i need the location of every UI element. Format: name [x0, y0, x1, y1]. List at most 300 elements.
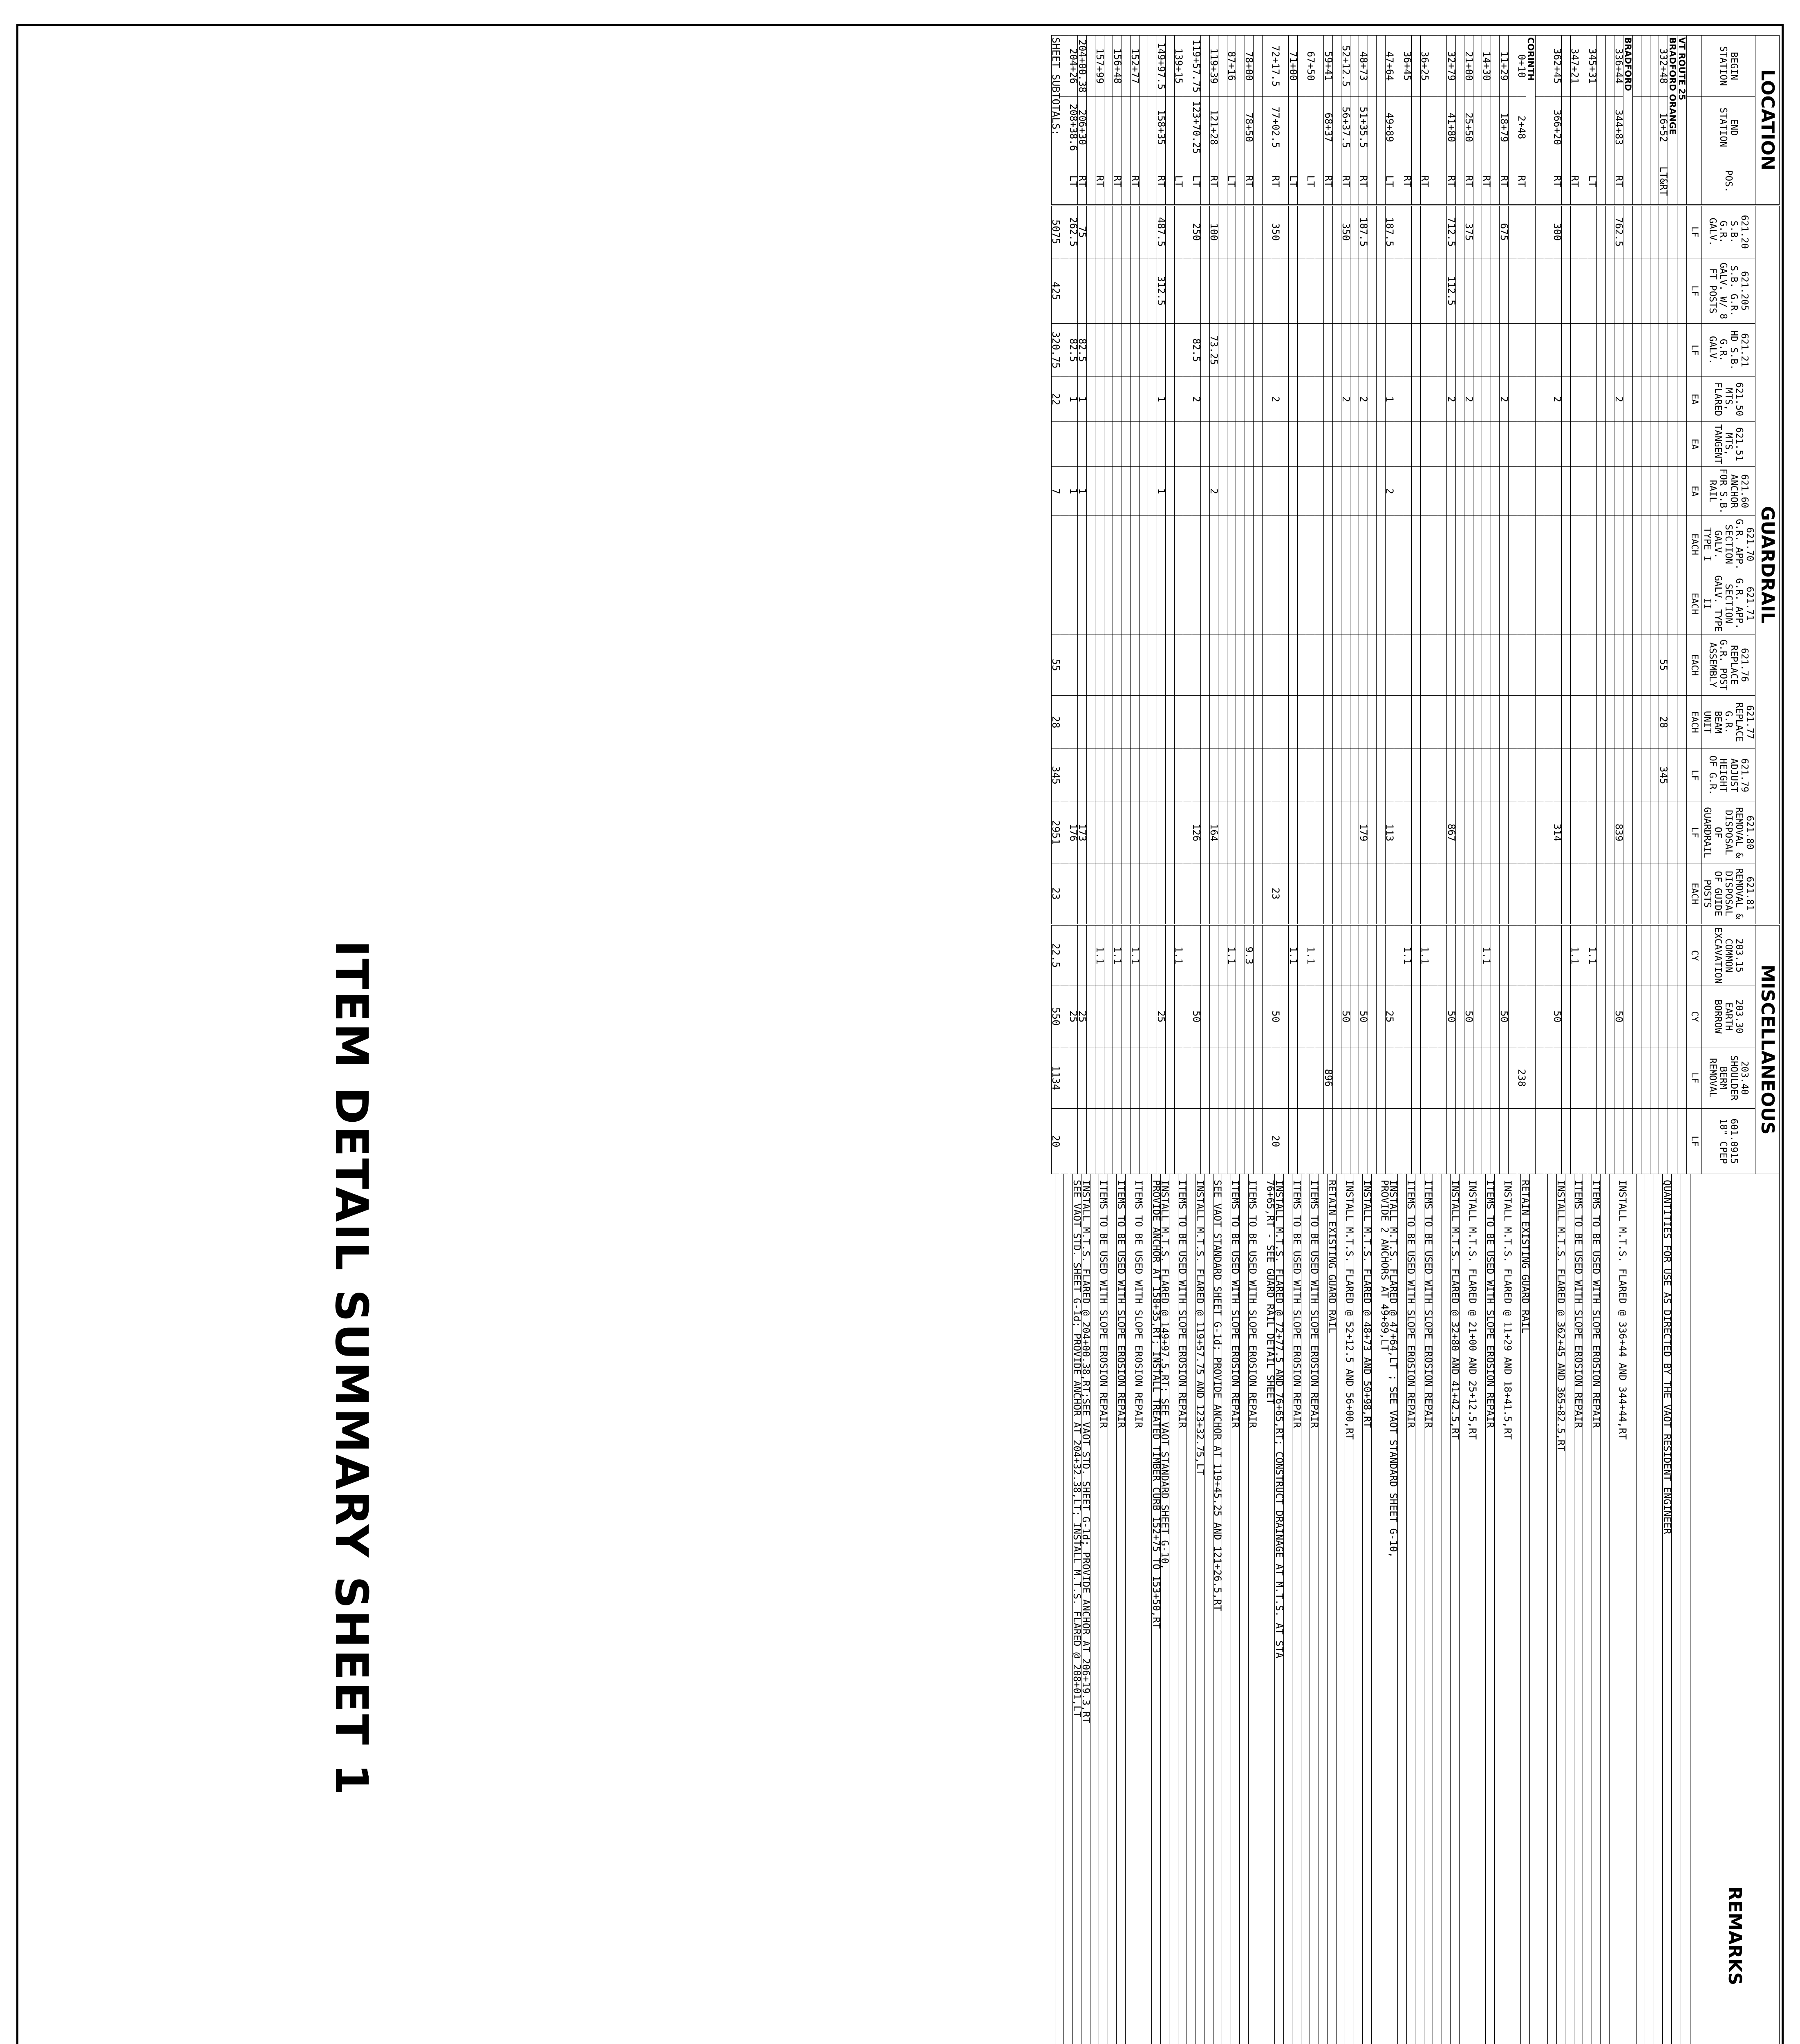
unit-cell: CY: [1687, 986, 1702, 1047]
quantity-cell: 712.5: [1447, 205, 1456, 258]
end-station: 366+20: [1553, 97, 1562, 158]
quantity-cell: [1473, 696, 1482, 749]
quantity-cell: [1324, 986, 1333, 1047]
quantity-cell: [1113, 1047, 1122, 1109]
quantity-cell: [1289, 749, 1298, 802]
quantity-cell: [1254, 863, 1263, 925]
quantity-cell: [1517, 422, 1526, 467]
quantity-cell: 1: [1386, 377, 1395, 422]
blank-cell: [1668, 516, 1677, 573]
quantity-cell: [1218, 516, 1227, 573]
quantity-cell: [1157, 516, 1166, 573]
end-station: [1641, 97, 1650, 158]
quantity-cell: [1271, 696, 1280, 749]
quantity-cell: [1289, 863, 1298, 925]
quantity-cell: [1641, 324, 1650, 377]
quantity-cell: [1650, 1047, 1659, 1109]
quantity-cell: 173: [1078, 802, 1087, 863]
quantity-cell: [1359, 422, 1368, 467]
quantity-cell: [1078, 696, 1087, 749]
quantity-cell: [1254, 516, 1263, 573]
item-description: REMOVAL & DISPOSAL OF GUIDE POSTS: [1702, 868, 1744, 919]
group-label: CORINTH: [1526, 36, 1536, 205]
remark-cell: INSTALL M.T.S. FLARED @ 362+45 AND 365+82.5,RT: [1557, 1174, 1566, 2044]
table-row: [1491, 36, 1500, 1174]
quantity-cell: [1271, 925, 1280, 986]
quantity-cell: [1113, 802, 1122, 863]
quantity-cell: [1359, 925, 1368, 986]
quantity-cell: [1227, 749, 1236, 802]
quantity-cell: 1.1: [1095, 925, 1104, 986]
quantity-cell: [1095, 749, 1104, 802]
quantity-cell: 50: [1464, 986, 1473, 1047]
quantity-cell: [1579, 422, 1588, 467]
quantity-cell: [1192, 634, 1201, 696]
quantity-cell: [1227, 258, 1236, 324]
begin-station: 71+00: [1289, 36, 1298, 97]
quantity-cell: [1456, 516, 1465, 573]
quantity-cell: [1359, 696, 1368, 749]
quantity-cell: [1192, 258, 1201, 324]
quantity-cell: [1104, 634, 1113, 696]
quantity-cell: [1201, 634, 1210, 696]
quantity-cell: [1464, 802, 1473, 863]
quantity-cell: [1140, 1047, 1149, 1109]
quantity-cell: [1140, 634, 1149, 696]
quantity-cell: [1571, 863, 1580, 925]
remark-cell: [1530, 1174, 1539, 2044]
remark-cell: ITEMS TO BE USED WITH SLOPE EROSION REPAIR: [1231, 1174, 1240, 2044]
quantity-cell: [1571, 467, 1580, 516]
remark-cell: QUANTITIES FOR USE AS DIRECTED BY THE VAOT RESIDENT ENGINEER: [1663, 1174, 1672, 2044]
quantity-cell: [1403, 1109, 1412, 1174]
quantity-cell: [1333, 925, 1342, 986]
quantity-cell: [1500, 1109, 1509, 1174]
quantity-cell: [1087, 696, 1096, 749]
unit-cell: EACH: [1687, 696, 1702, 749]
quantity-cell: [1606, 467, 1615, 516]
quantity-cell: 55: [1659, 634, 1668, 696]
quantity-cell: [1517, 863, 1526, 925]
quantity-cell: [1069, 1109, 1078, 1174]
remark-cell: INSTALL M.T.S. FLARED @ 72+77.5 AND 76+65,RT; CONSTRUCT DRAINAGE AT M.T.S. AT STA: [1275, 1174, 1284, 2044]
quantity-cell: [1633, 802, 1642, 863]
quantity-cell: [1350, 573, 1359, 634]
quantity-cell: [1614, 1047, 1623, 1109]
position: LT: [1386, 158, 1395, 205]
quantity-cell: [1210, 696, 1219, 749]
quantity-cell: [1421, 205, 1430, 258]
unit-cell: EA: [1687, 467, 1702, 516]
quantity-cell: [1438, 324, 1447, 377]
subtotal-value: 2951: [1052, 802, 1061, 863]
quantity-cell: [1659, 573, 1668, 634]
position: LT: [1227, 158, 1236, 205]
quantity-cell: [1377, 1047, 1386, 1109]
quantity-cell: [1263, 696, 1272, 749]
quantity-cell: [1104, 205, 1113, 258]
begin-station: 204+00.38: [1078, 36, 1087, 97]
quantity-cell: [1482, 696, 1491, 749]
quantity-cell: [1183, 863, 1192, 925]
position: RT: [1403, 158, 1412, 205]
blank-cell: [1526, 986, 1536, 1047]
quantity-cell: 25: [1078, 986, 1087, 1047]
quantity-cell: [1298, 696, 1307, 749]
quantity-cell: [1210, 258, 1219, 324]
quantity-cell: [1464, 324, 1473, 377]
position: [1633, 158, 1642, 205]
unit-cell: LF: [1687, 1109, 1702, 1174]
quantity-cell: [1482, 324, 1491, 377]
item-description: REPLACE G.R. POST ASSEMBLY: [1707, 639, 1739, 690]
position: RT: [1271, 158, 1280, 205]
quantity-cell: [1175, 205, 1184, 258]
quantity-cell: 262.5: [1069, 205, 1078, 258]
quantity-cell: [1306, 516, 1315, 573]
quantity-cell: [1350, 467, 1359, 516]
quantity-cell: [1509, 696, 1518, 749]
quantity-cell: [1377, 324, 1386, 377]
quantity-cell: [1245, 573, 1254, 634]
quantity-cell: [1491, 516, 1500, 573]
quantity-cell: [1192, 749, 1201, 802]
quantity-cell: [1306, 986, 1315, 1047]
quantity-cell: [1227, 863, 1236, 925]
quantity-cell: [1245, 467, 1254, 516]
quantity-cell: [1183, 422, 1192, 467]
subtotal-value: [1052, 422, 1061, 467]
blank-cell: [1526, 573, 1536, 634]
quantity-cell: [1218, 802, 1227, 863]
quantity-cell: [1571, 422, 1580, 467]
item-code: 203.30: [1734, 1000, 1744, 1034]
quantity-cell: [1298, 258, 1307, 324]
blank-cell: [1677, 863, 1687, 925]
position: RT: [1095, 158, 1104, 205]
blank-cell: [1668, 1047, 1677, 1109]
quantity-cell: [1271, 573, 1280, 634]
quantity-cell: [1464, 749, 1473, 802]
quantity-cell: [1333, 467, 1342, 516]
quantity-cell: [1588, 573, 1597, 634]
unit-cell: LF: [1687, 258, 1702, 324]
item-code: 601.0915: [1728, 1118, 1739, 1164]
quantity-cell: [1429, 258, 1438, 324]
quantity-cell: [1403, 205, 1412, 258]
remark-cell: ITEMS TO BE USED WITH SLOPE EROSION REPAIR: [1424, 1174, 1433, 2044]
quantity-cell: [1104, 258, 1113, 324]
table-row: [1175, 36, 1184, 1174]
quantity-cell: 187.5: [1359, 205, 1368, 258]
position: RT: [1324, 158, 1333, 205]
quantity-cell: [1447, 1109, 1456, 1174]
position: RT: [1131, 158, 1140, 205]
quantity-cell: [1562, 1109, 1571, 1174]
quantity-cell: [1175, 258, 1184, 324]
item-description: S.B. G.R. GALV. W/ 8 FT POSTS: [1707, 262, 1739, 319]
position: RT: [1517, 158, 1526, 205]
quantity-cell: [1500, 863, 1509, 925]
quantity-cell: [1201, 749, 1210, 802]
quantity-cell: [1140, 749, 1149, 802]
quantity-cell: [1324, 573, 1333, 634]
quantity-cell: [1289, 986, 1298, 1047]
blank-cell: [1677, 634, 1687, 696]
quantity-cell: [1227, 324, 1236, 377]
quantity-cell: [1131, 573, 1140, 634]
quantity-cell: [1614, 749, 1623, 802]
quantity-cell: 1.1: [1403, 925, 1412, 986]
quantity-cell: [1350, 634, 1359, 696]
quantity-cell: [1650, 573, 1659, 634]
blank-cell: [1623, 634, 1633, 696]
blank-cell: [1526, 1109, 1536, 1174]
quantity-cell: [1641, 634, 1650, 696]
quantity-cell: 179: [1359, 802, 1368, 863]
remark-cell: RETAIN EXISTING GUARD RAIL: [1521, 1174, 1530, 2044]
end-station: 2+48: [1517, 97, 1526, 158]
table-row: [1210, 36, 1219, 1174]
quantity-cell: [1218, 573, 1227, 634]
quantity-cell: [1412, 573, 1421, 634]
quantity-cell: [1289, 377, 1298, 422]
remark-cell: [1645, 1174, 1654, 2044]
begin-station: [1641, 36, 1650, 97]
blank-cell: [1526, 863, 1536, 925]
quantity-cell: [1412, 749, 1421, 802]
quantity-cell: [1482, 258, 1491, 324]
quantity-cell: [1227, 377, 1236, 422]
quantity-cell: [1597, 749, 1606, 802]
quantity-cell: [1218, 1109, 1227, 1174]
quantity-cell: [1429, 422, 1438, 467]
begin-station: 11+29: [1500, 36, 1509, 97]
quantity-cell: [1394, 749, 1403, 802]
quantity-cell: [1394, 516, 1403, 573]
quantity-cell: [1571, 696, 1580, 749]
end-station: 49+89: [1386, 97, 1395, 158]
subtotal-value: 345: [1052, 749, 1061, 802]
table-row: [1412, 36, 1421, 1174]
quantity-cell: [1456, 749, 1465, 802]
quantity-cell: [1122, 696, 1131, 749]
position: RT: [1341, 158, 1350, 205]
subtotal-value: 7: [1052, 467, 1061, 516]
quantity-cell: [1095, 634, 1104, 696]
quantity-cell: [1500, 749, 1509, 802]
item-description: S.B. G.R. GALV.: [1707, 217, 1739, 246]
group-label: BRADFORD ORANGE: [1668, 36, 1677, 205]
group-label: VT ROUTE 25: [1677, 36, 1687, 205]
quantity-cell: [1140, 422, 1149, 467]
subtotal-label: SHEET SUBTOTALS:: [1052, 36, 1061, 205]
quantity-cell: [1148, 324, 1157, 377]
table-row: [1192, 36, 1201, 1174]
table-row: [1517, 36, 1526, 1174]
quantity-cell: [1368, 324, 1377, 377]
quantity-cell: [1517, 324, 1526, 377]
quantity-cell: [1210, 863, 1219, 925]
quantity-cell: [1588, 205, 1597, 258]
remark-cell: PROVIDE ANCHOR AT 158+35,RT; INSTALL TREATED TIMBER CURB 152+75 TO 153+50,RT: [1152, 1174, 1161, 2044]
quantity-cell: 82.5: [1069, 324, 1078, 377]
item-column-header: [1702, 258, 1755, 324]
quantity-cell: [1491, 863, 1500, 925]
quantity-cell: [1315, 377, 1324, 422]
quantity-cell: [1140, 696, 1149, 749]
subtotal-value: 22.5: [1052, 925, 1061, 986]
quantity-cell: [1412, 258, 1421, 324]
quantity-cell: [1536, 516, 1545, 573]
quantity-cell: [1588, 516, 1597, 573]
quantity-cell: 164: [1210, 802, 1219, 863]
quantity-cell: [1377, 422, 1386, 467]
quantity-cell: [1236, 1047, 1245, 1109]
quantity-cell: [1104, 749, 1113, 802]
begin-station: 52+12.5: [1341, 36, 1350, 97]
quantity-cell: [1368, 863, 1377, 925]
quantity-cell: [1482, 377, 1491, 422]
blank-cell: [1668, 324, 1677, 377]
quantity-cell: [1140, 516, 1149, 573]
subtotal-row: [1052, 36, 1061, 1174]
quantity-cell: [1131, 467, 1140, 516]
begin-station: 78+00: [1245, 36, 1254, 97]
position: RT: [1553, 158, 1562, 205]
end-station: [1403, 97, 1412, 158]
position: RT: [1359, 158, 1368, 205]
quantity-cell: [1429, 1109, 1438, 1174]
blank-cell: [1668, 422, 1677, 467]
quantity-cell: [1394, 634, 1403, 696]
position: RT: [1421, 158, 1430, 205]
table-row: [1421, 36, 1430, 1174]
quantity-cell: 20: [1271, 1109, 1280, 1174]
quantity-cell: [1315, 324, 1324, 377]
quantity-cell: [1641, 863, 1650, 925]
quantity-cell: 187.5: [1386, 205, 1395, 258]
quantity-cell: 350: [1341, 205, 1350, 258]
quantity-cell: [1553, 467, 1562, 516]
table-row: [1271, 36, 1280, 1174]
quantity-cell: [1245, 377, 1254, 422]
quantity-cell: [1659, 1109, 1668, 1174]
quantity-cell: [1464, 696, 1473, 749]
quantity-cell: [1394, 467, 1403, 516]
quantity-cell: [1641, 802, 1650, 863]
quantity-cell: [1122, 422, 1131, 467]
unit-cell: EACH: [1687, 516, 1702, 573]
quantity-cell: [1429, 377, 1438, 422]
quantity-cell: [1368, 1047, 1377, 1109]
remark-cell: INSTALL M.T.S. FLARED @ 11+29 AND 18+41.5,RT: [1503, 1174, 1512, 2044]
end-station: 18+79: [1500, 97, 1509, 158]
quantity-cell: 1.1: [1131, 925, 1140, 986]
blank-cell: [1687, 36, 1702, 97]
quantity-cell: 314: [1553, 802, 1562, 863]
quantity-cell: [1236, 205, 1245, 258]
unit-cell: LF: [1687, 205, 1702, 258]
quantity-cell: [1166, 516, 1175, 573]
subtotal-value: 28: [1052, 696, 1061, 749]
subtotal-value: 20: [1052, 1109, 1061, 1174]
position: LT: [1306, 158, 1315, 205]
position: RT: [1078, 158, 1087, 205]
quantity-cell: [1659, 1047, 1668, 1109]
quantity-cell: [1403, 516, 1412, 573]
table-row: [1614, 36, 1623, 1174]
quantity-cell: [1113, 324, 1122, 377]
quantity-cell: 23: [1271, 863, 1280, 925]
quantity-cell: 50: [1359, 986, 1368, 1047]
end-station: 41+80: [1447, 97, 1456, 158]
table-row: [1122, 36, 1131, 1174]
unit-cell: LF: [1687, 1047, 1702, 1109]
quantity-cell: [1368, 634, 1377, 696]
quantity-cell: [1131, 634, 1140, 696]
quantity-cell: [1289, 205, 1298, 258]
subtotal-value: 23: [1052, 863, 1061, 925]
quantity-cell: 300: [1553, 205, 1562, 258]
quantity-cell: [1394, 324, 1403, 377]
quantity-cell: [1606, 925, 1615, 986]
end-station: [1131, 97, 1140, 158]
quantity-cell: [1078, 749, 1087, 802]
begin-station: 119+39: [1210, 36, 1219, 97]
quantity-cell: [1614, 422, 1623, 467]
quantity-cell: [1606, 696, 1615, 749]
quantity-cell: [1456, 634, 1465, 696]
quantity-cell: [1183, 516, 1192, 573]
quantity-cell: [1306, 324, 1315, 377]
quantity-cell: [1104, 324, 1113, 377]
quantity-cell: [1236, 516, 1245, 573]
quantity-cell: [1597, 516, 1606, 573]
quantity-cell: [1157, 925, 1166, 986]
quantity-cell: [1324, 377, 1333, 422]
quantity-cell: [1104, 516, 1113, 573]
quantity-cell: [1166, 749, 1175, 802]
quantity-cell: [1588, 986, 1597, 1047]
quantity-cell: [1192, 573, 1201, 634]
quantity-cell: [1517, 634, 1526, 696]
table-row: [1536, 36, 1545, 1174]
blank-cell: [1623, 863, 1633, 925]
item-code: 621.205: [1739, 271, 1750, 311]
quantity-cell: [1633, 258, 1642, 324]
remark-cell: [1637, 1174, 1646, 2044]
quantity-cell: [1491, 802, 1500, 863]
quantity-cell: [1429, 467, 1438, 516]
item-code: 621.71: [1744, 586, 1755, 621]
quantity-cell: [1606, 863, 1615, 925]
quantity-cell: [1148, 634, 1157, 696]
quantity-cell: [1491, 573, 1500, 634]
quantity-cell: 1.1: [1421, 925, 1430, 986]
quantity-cell: [1377, 258, 1386, 324]
quantity-cell: [1289, 634, 1298, 696]
quantity-cell: [1571, 634, 1580, 696]
quantity-cell: [1095, 205, 1104, 258]
quantity-cell: [1341, 696, 1350, 749]
quantity-cell: 1: [1078, 467, 1087, 516]
quantity-cell: [1579, 467, 1588, 516]
end-station: [1113, 97, 1122, 158]
quantity-cell: [1306, 696, 1315, 749]
item-column-header: [1702, 324, 1755, 377]
quantity-cell: [1641, 258, 1650, 324]
